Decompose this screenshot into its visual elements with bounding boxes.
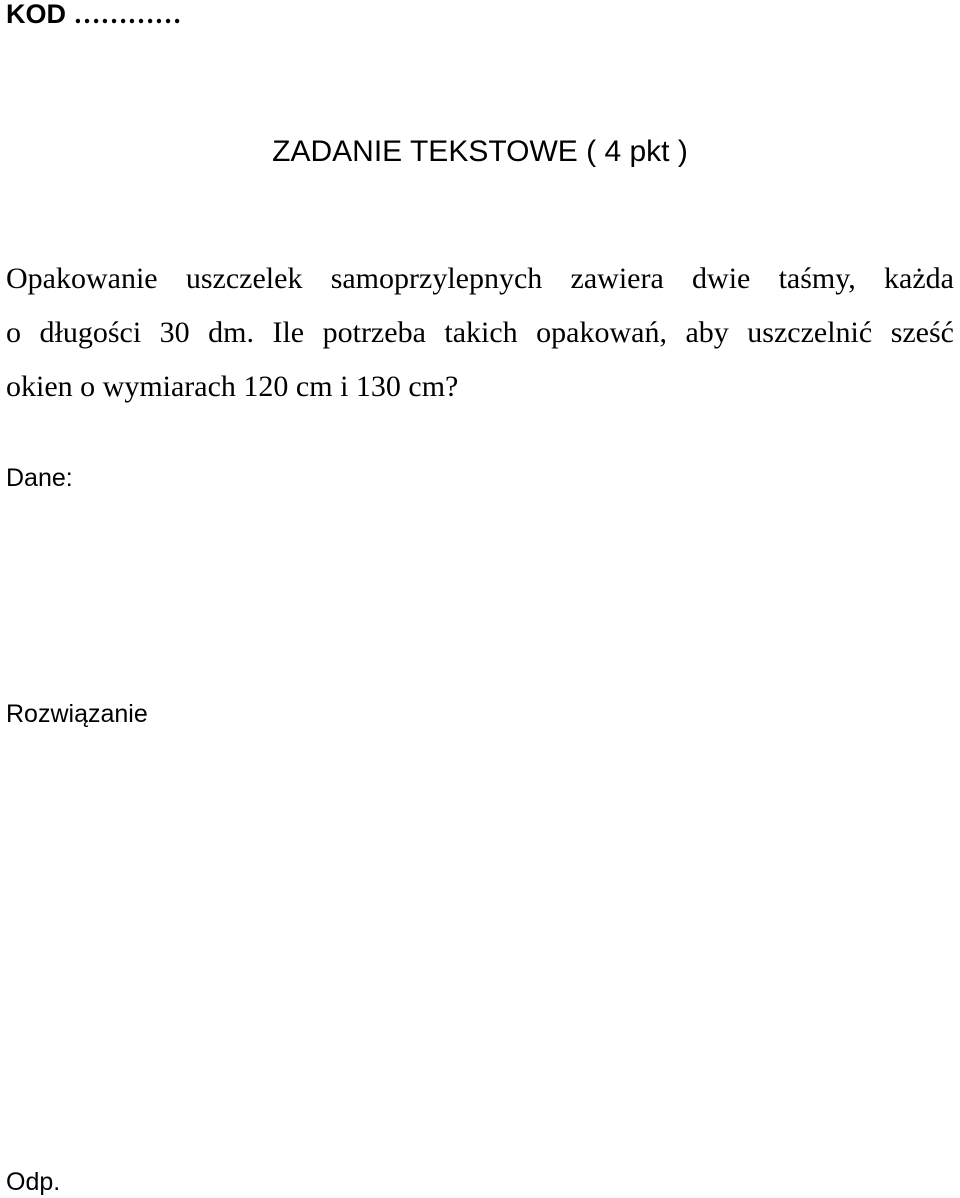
given-label: Dane: xyxy=(6,464,73,492)
problem-line: okien o wymiarach 120 cm i 130 cm? xyxy=(6,370,459,403)
solution-label: Rozwiązanie xyxy=(6,700,148,728)
code-dots: ………… xyxy=(73,0,182,29)
problem-text xyxy=(6,252,954,414)
task-title: ZADANIE TEKSTOWE ( 4 pkt ) xyxy=(272,135,688,168)
code-field xyxy=(6,0,182,30)
answer-label: Odp. xyxy=(6,1168,61,1196)
problem-line: o długości 30 dm. Ile potrzeba takich opakowań, aby uszczelnić sześć xyxy=(6,316,954,349)
code-label: KOD xyxy=(6,0,66,29)
problem-line: Opakowanie uszczelek samoprzylepnych zawiera dwie taśmy, każda xyxy=(6,262,954,295)
